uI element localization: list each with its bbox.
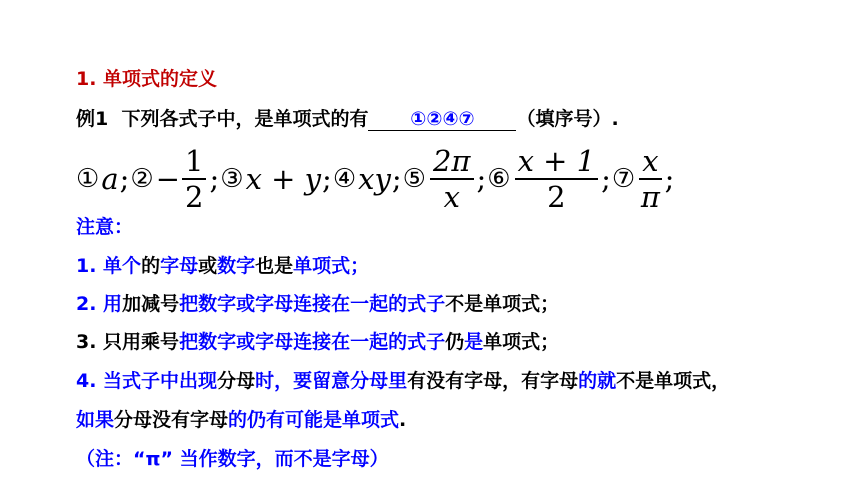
fraction-one-half: $\frac{1}{2}$	[182, 144, 206, 214]
section-heading: 1. 单项式的定义	[76, 68, 218, 90]
note-title: 注意：	[76, 216, 134, 238]
formula-item-6: ⑥ $\frac{x + 1}{2}$ ;	[487, 144, 611, 214]
note-item-1: 1. 单个的字母或数字也是单项式；	[76, 255, 370, 277]
formula-item-1: ① a ;	[76, 162, 130, 196]
fraction-x-over-pi: $\frac{x}{\pi}$	[640, 144, 660, 214]
example-text: 下列各式子中，是单项式的有	[121, 108, 369, 130]
answer-blank: ①②④⑦	[368, 108, 516, 131]
example-hint: （填序号）.	[516, 108, 619, 130]
pi-remark: （注：“π” 当作数字，而不是字母）	[76, 448, 389, 470]
formula-item-5: ⑤ $\frac{2\pi}{x}$ ;	[402, 144, 487, 214]
example-question	[76, 104, 619, 131]
note-item-3: 3. 只用乘号把数字或字母连接在一起的式子仍是单项式；	[76, 331, 560, 353]
fraction-2pi-over-x: $\frac{2\pi}{x}$	[430, 144, 474, 214]
note-item-4: 4. 当式子中出现分母时，要留意分母里有没有字母，有字母的就不是单项式，	[76, 370, 731, 392]
formula-item-3: ③ x + y ;	[220, 162, 332, 196]
note-item-2: 2. 用加减号把数字或字母连接在一起的式子不是单项式；	[76, 293, 560, 315]
formula-item-7: ⑦ $\frac{x}{\pi}$ ;	[611, 144, 675, 214]
formula-item-2: ② − $\frac{1}{2}$ ;	[130, 144, 220, 214]
formula-item-4: ④ xy ;	[332, 162, 402, 196]
fraction-x-plus-1-over-2: $\frac{x + 1}{2}$	[515, 144, 599, 214]
formula-list	[76, 142, 696, 216]
example-label: 例1	[76, 108, 109, 130]
note-item-4-continued: 如果分母没有字母的仍有可能是单项式.	[76, 409, 407, 431]
